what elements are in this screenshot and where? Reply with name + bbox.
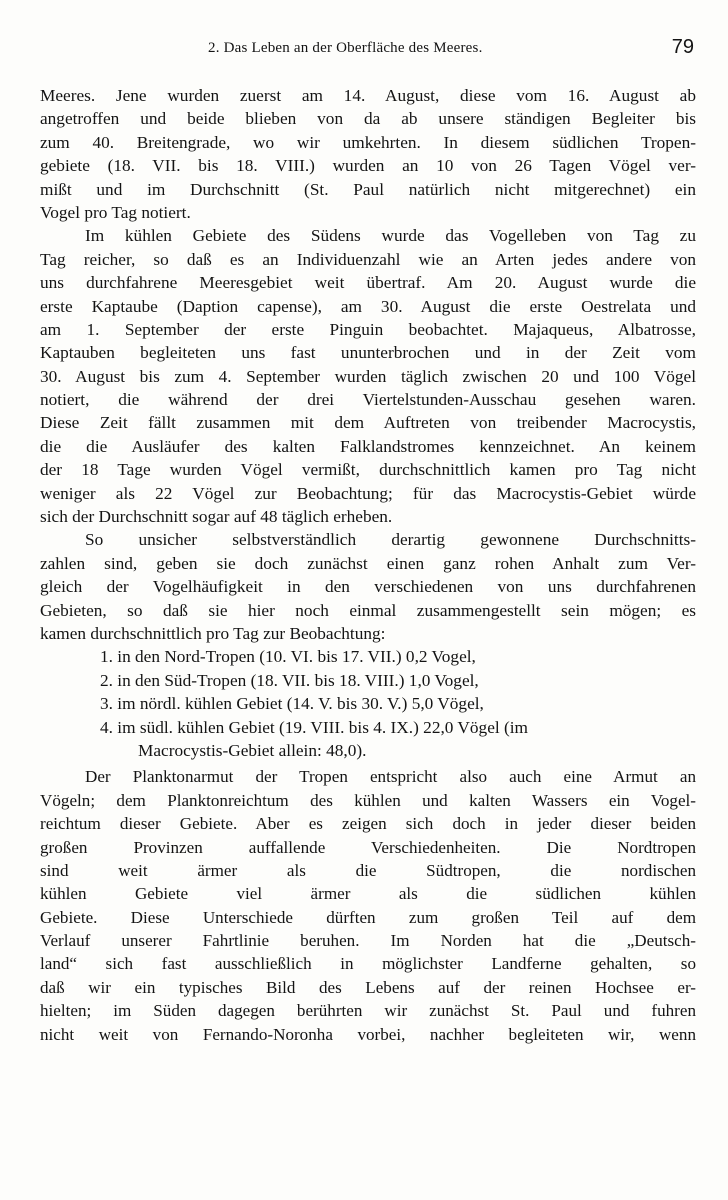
text-line: sich der Durchschnitt sogar auf 48 täglich erheben. bbox=[40, 507, 393, 527]
text-line: 30. August bis zum 4. September wurden täglich zwischen 20 und 100 Vögel bbox=[40, 366, 696, 386]
list-item: 1. in den Nord-Tropen (10. VI. bis 17. VII.) 0,2 Vogel, bbox=[100, 647, 476, 667]
running-title: 2. Das Leben an der Oberfläche des Meeres. bbox=[208, 40, 483, 56]
text-line: gleich der Vogelhäufigkeit in den verschiedenen von uns durchfahrenen bbox=[40, 577, 696, 597]
list-item: 3. im nördl. kühlen Gebiet (14. V. bis 30. V.) 5,0 Vögel, bbox=[100, 694, 484, 714]
text-line: Vogel pro Tag notiert. bbox=[40, 202, 191, 222]
text-line: Vögeln; dem Planktonreichtum des kühlen und kalten Wassers ein Vogel- bbox=[40, 790, 696, 810]
text-line: großen Provinzen auffallende Verschiedenheiten. Die Nordtropen bbox=[40, 837, 696, 857]
text-line: Kaptauben begleiteten uns fast ununterbrochen und in der Zeit vom bbox=[40, 343, 696, 363]
text-line: Gebiete. Diese Unterschiede dürften zum großen Teil auf dem bbox=[40, 907, 696, 927]
list-item-continuation: Macrocystis-Gebiet allein: 48,0). bbox=[138, 740, 367, 760]
text-line: uns durchfahrene Meeresgebiet weit übertraf. Am 20. August wurde die bbox=[40, 273, 696, 293]
text-line: gebiete (18. VII. bis 18. VIII.) wurden an 10 von 26 Tagen Vögel ver- bbox=[40, 156, 696, 176]
text-line: Im kühlen Gebiete des Südens wurde das Vogelleben von Tag zu bbox=[85, 226, 696, 246]
text-line: Der Planktonarmut der Tropen entspricht also auch eine Armut an bbox=[85, 767, 696, 787]
paragraph-3 bbox=[40, 528, 696, 645]
paragraph-2 bbox=[40, 224, 696, 528]
paragraph-1 bbox=[40, 84, 696, 224]
list-item: 4. im südl. kühlen Gebiet (19. VIII. bis 4. IX.) 22,0 Vögel (im bbox=[100, 717, 528, 737]
text-line: kamen durchschnittlich pro Tag zur Beobachtung: bbox=[40, 623, 386, 643]
page-number: 79 bbox=[671, 36, 694, 58]
text-line: kühlen Gebiete viel ärmer als die südlichen kühlen bbox=[40, 884, 696, 904]
text-line: daß wir ein typisches Bild des Lebens auf der reinen Hochsee er- bbox=[40, 977, 696, 997]
text-line: Gebieten, so daß sie hier noch einmal zusammengestellt sein mögen; es bbox=[40, 600, 696, 620]
text-line: weniger als 22 Vögel zur Beobachtung; für das Macrocystis-Gebiet würde bbox=[40, 483, 696, 503]
text-line: zahlen sind, geben sie doch zunächst einen ganz rohen Anhalt zum Ver- bbox=[40, 553, 696, 573]
text-line: mißt und im Durchschnitt (St. Paul natürlich nicht mitgerechnet) ein bbox=[40, 179, 696, 199]
text-line: sind weit ärmer als die Südtropen, die nordischen bbox=[40, 860, 696, 880]
body-text bbox=[40, 84, 696, 1046]
page-header bbox=[40, 36, 700, 66]
text-line: Tag reicher, so daß es an Individuenzahl wie an Arten jedes andere von bbox=[40, 249, 696, 269]
text-line: Verlauf unserer Fahrtlinie beruhen. Im Norden hat die „Deutsch- bbox=[40, 931, 696, 951]
bird-count-list bbox=[40, 645, 696, 762]
text-line: reichtum dieser Gebiete. Aber es zeigen sich doch in jeder dieser beiden bbox=[40, 814, 696, 834]
text-line: am 1. September der erste Pinguin beobachtet. Majaqueus, Albatrosse, bbox=[40, 319, 696, 339]
paragraph-4 bbox=[40, 765, 696, 1046]
text-line: hielten; im Süden dagegen berührten wir zunächst St. Paul und fuhren bbox=[40, 1001, 696, 1021]
text-line: die die Ausläufer des kalten Falklandstromes kennzeichnet. An keinem bbox=[40, 436, 696, 456]
text-line: zum 40. Breitengrade, wo wir umkehrten. In diesem südlichen Tropen- bbox=[40, 132, 696, 152]
text-line: Meeres. Jene wurden zuerst am 14. August, diese vom 16. August ab bbox=[40, 86, 696, 105]
text-line: Diese Zeit fällt zusammen mit dem Auftreten von treibender Macrocystis, bbox=[40, 413, 696, 433]
list-item: 2. in den Süd-Tropen (18. VII. bis 18. VIII.) 1,0 Vogel, bbox=[100, 670, 479, 690]
text-line: So unsicher selbstverständlich derartig gewonnene Durchschnitts- bbox=[85, 530, 696, 550]
text-line: erste Kaptaube (Daption capense), am 30. August die erste Oestrelata und bbox=[40, 296, 696, 316]
text-line: land“ sich fast ausschließlich in möglichster Landferne gehalten, so bbox=[40, 954, 696, 974]
text-line: nicht weit von Fernando-Noronha vorbei, nachher begleiteten wir, wenn bbox=[40, 1024, 696, 1044]
text-line: notiert, die während der drei Viertelstunden-Ausschau gesehen waren. bbox=[40, 390, 696, 410]
text-line: der 18 Tage wurden Vögel vermißt, durchschnittlich kamen pro Tag nicht bbox=[40, 460, 696, 480]
text-line: angetroffen und beide blieben von da ab unsere ständigen Begleiter bis bbox=[40, 109, 696, 129]
